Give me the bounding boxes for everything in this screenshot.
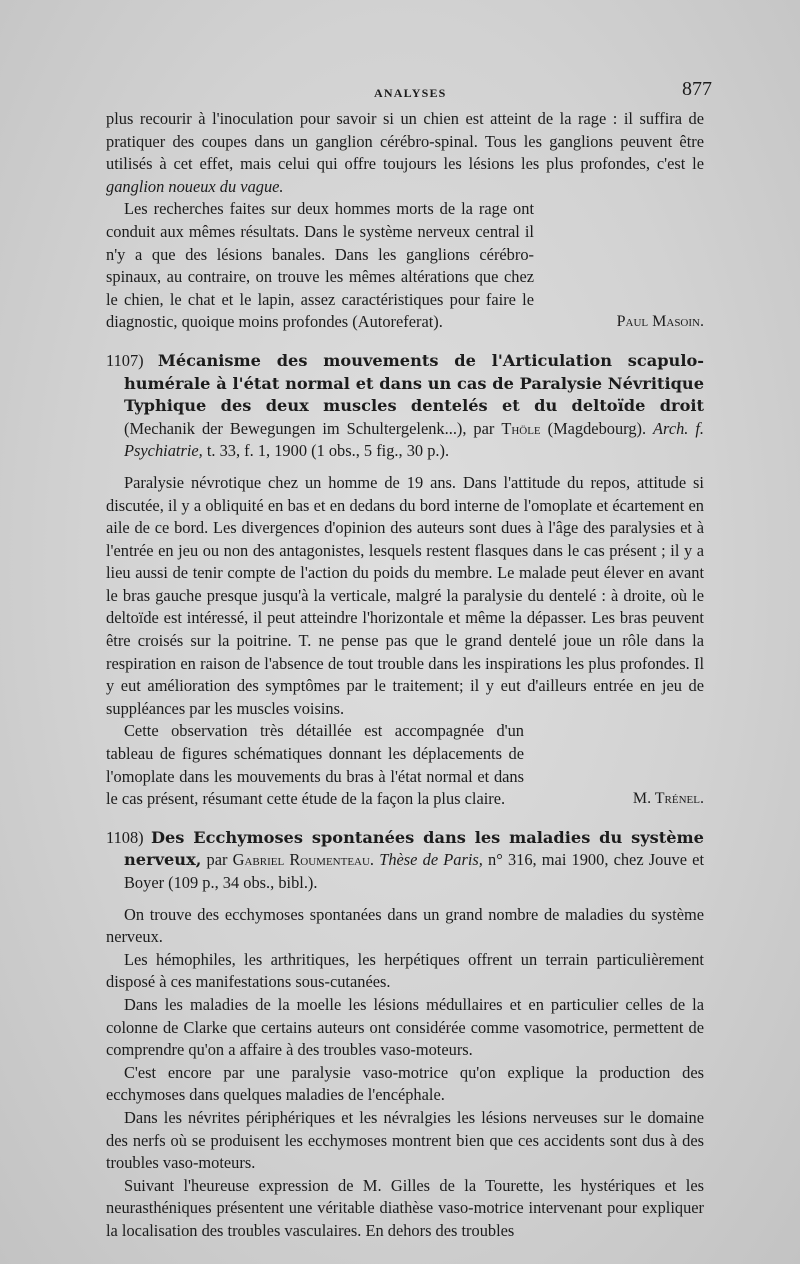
entry-title: Des Ecchymoses spontanées dans les maladies du système nerveux, <box>124 827 704 870</box>
paragraph: Les hémophiles, les arthritiques, les herpétiques offrent un terrain particulièrement disposé à ces manifestations sous-cutanées. <box>106 949 704 992</box>
italic-term: ganglion noueux du vague. <box>106 176 284 196</box>
journal-name: Arch. f. Psychiatrie, <box>124 418 705 461</box>
entry-heading-1107: 1107) Mécanisme des mouvements de l'Articulation scapulo-humérale à l'état normal et dans un cas de Paralysie Névritique Typhique des deux muscles dentelés et du deltoïde droit (Mechanik der Bewegungen im Schultergelenk...), par Thöle (Magdebourg). Arch. f. Psychiatrie, t. 33, f. 1, 1900 (1 obs., 5 fig., 30 p.). <box>106 350 705 461</box>
reviewer-signature: Paul Masoin. <box>616 313 704 331</box>
paragraph: Paralysie névrotique chez un homme de 19 ans. Dans l'attitude du repos, attitude si discutée, il y a obliquité en bas et en dedans du bord interne de l'omoplate et écartement en aile de ce bord. Les divergences d'opinion des auteurs sont dues à l'âge des paralysies et à l'entrée en jeu ou non des antagonistes, lesquels restent flasques dans le cas présent ; il y a lieu aussi de tenir compte de l'action du poids du membre. Le malade peut élever en avant le bras gauche presque jusqu'à la verticale, malgré la paralysie du dentelé : à droite, où le deltoïde est intéressé, il peut atteindre l'horizontale et même la dépasser. Les bras peuvent être croisés sur la poitrine. T. ne pense pas que le grand dentelé joue un rôle dans la respiration en raison de l'absence de tout trouble dans les inspirations les plus profondes. Il y eut amélioration des symptômes par le traitement; il y eut d'ailleurs entrée en jeu de suppléances par les muscles voisins. <box>106 472 704 718</box>
entry-title: Mécanisme des mouvements de l'Articulation scapulo-humérale à l'état normal et dans un cas de Paralysie Névritique Typhique des deux muscles dentelés et du deltoïde droit <box>124 350 704 416</box>
page-number: 877 <box>682 78 712 100</box>
paragraph: Cette observation très détaillée est accompagnée d'un tableau de figures schématiques donnant les déplacements de l'omoplate dans les mouvements du bras à l'état normal et dans le cas présent, résumant cette étude de la façon la plus claire. <box>106 721 524 809</box>
running-title: ANALYSES <box>374 86 447 100</box>
paragraph: Dans les maladies de la moelle les lésions médullaires et en particulier celles de la colonne de Clarke que certains auteurs ont considérée comme vasomotrice, permettent de comprendre qu'on a affaire à des troubles vaso-moteurs. <box>106 994 704 1060</box>
author-name: Thöle <box>501 418 541 438</box>
paragraph: C'est encore par une paralysie vaso-motrice qu'on explique la production des ecchymoses dans quelques maladies de l'encéphale. <box>106 1062 704 1105</box>
paragraph: Les recherches faites sur deux hommes morts de la rage ont conduit aux mêmes résultats. Dans le système nerveux central il n'y a que des lésions banales. Dans les ganglions cérébro-spinaux, au contraire, on trouve les mêmes altérations que chez le chien, le chat et le lapin, assez caractéristiques pour faire le diagnostic, quoique moins profondes (Autoreferat). <box>106 199 534 332</box>
reviewer-signature: M. Trénel. <box>632 790 704 808</box>
running-head <box>106 74 712 108</box>
paragraph: On trouve des ecchymoses spontanées dans un grand nombre de maladies du système nerveux. <box>106 904 704 947</box>
author-name: Gabriel Roumenteau. <box>232 850 375 870</box>
entry-heading-1108: 1108) Des Ecchymoses spontanées dans les maladies du système nerveux, par Gabriel Roumenteau. Thèse de Paris, n° 316, mai 1900, chez Jouve et Boyer (109 p., 34 obs., bibl.). <box>106 827 705 892</box>
paragraph: Suivant l'heureuse expression de M. Gilles de la Tourette, les hystériques et les neurasthéniques présentent une véritable diathèse vaso-motrice intervenant pour expliquer la localisation des troubles vasculaires. En dehors des troubles <box>106 1175 704 1240</box>
journal-name: Thèse de Paris, <box>379 850 483 870</box>
paragraph: plus recourir à l'inoculation pour savoir si un chien est atteint de la rage : il suffira de pratiquer des coupes dans un ganglion cérébro-spinal. Tous les ganglions peuvent être utilisés à cet effet, mais celui qui offre toujours les lésions les plus profondes, c'est le ganglion noueux du vague. <box>106 109 704 196</box>
paragraph: Dans les névrites périphériques et les névralgies les lésions nerveuses sur le domaine des nerfs où se produisent les ecchymoses montrent bien que ces accidents sont dus à des troubles vaso-moteurs. <box>106 1107 704 1173</box>
